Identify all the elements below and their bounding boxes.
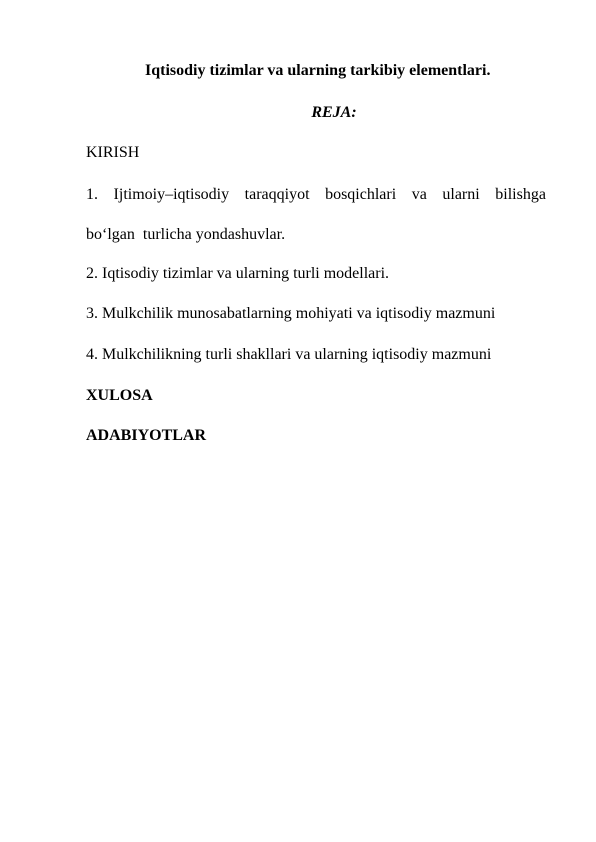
references-heading: ADABIYOTLAR: [86, 427, 207, 444]
plan-heading: REJA:: [311, 104, 357, 121]
plan-item-1-word: va: [411, 186, 427, 203]
plan-item-1-word: 1.: [86, 186, 98, 203]
plan-item-1-word: taraqqiyot: [244, 186, 310, 203]
plan-item-2: 2. Iqtisodiy tizimlar va ularning turli modellari.: [86, 265, 390, 282]
plan-item-1: [86, 185, 546, 205]
plan-item-1-word: bosqichlari: [325, 186, 397, 203]
plan-item-1-continuation: bo‘lgan turlicha yondashuvlar.: [86, 226, 286, 243]
plan-item-3: 3. Mulkchilik munosabatlarning mohiyati va iqtisodiy mazmuni: [86, 305, 496, 322]
conclusion-heading: XULOSA: [86, 387, 153, 404]
plan-item-1-word: Ijtimoiy–iqtisodiy: [113, 186, 230, 203]
plan-item-1-word: ularni: [442, 186, 480, 203]
plan-item-4: 4. Mulkchilikning turli shakllari va ularning iqtisodiy mazmuni: [86, 346, 492, 363]
plan-item-1-word: bilishga: [495, 186, 546, 203]
intro-heading: KIRISH: [86, 144, 140, 161]
document-title: Iqtisodiy tizimlar va ularning tarkibiy elementlari.: [145, 62, 491, 79]
